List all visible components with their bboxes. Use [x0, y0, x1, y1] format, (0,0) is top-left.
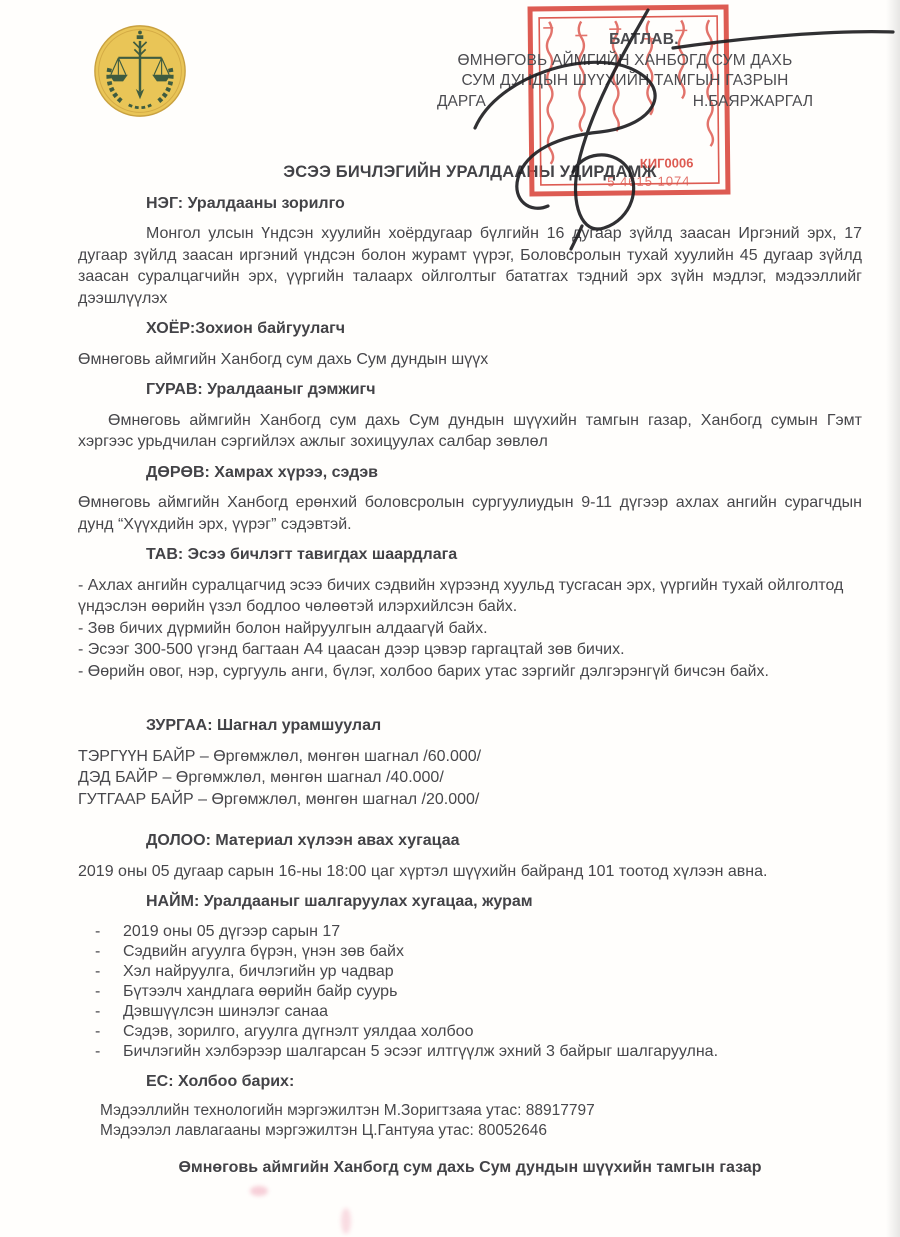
- section-heading: ГУРАВ: Уралдааныг дэмжигч: [146, 381, 376, 398]
- text-line: Мэдээлэл лавлагааны мэргэжилтэн Ц.Гантуяа утас: 80052646: [100, 1121, 548, 1139]
- dash-bullet: -: [95, 1002, 101, 1020]
- section-heading: ТАВ: Эсээ бичлэгт тавигдах шаардлага: [146, 546, 458, 563]
- document-body: [78, 162, 862, 1179]
- list-item: [78, 922, 862, 942]
- list-item-text: Хэл найруулга, бичлэгийн ур чадвар: [123, 962, 394, 980]
- section-heading: ЕС: Холбоо барих:: [146, 1072, 295, 1090]
- approval-org-line2: СУМ ДУНДЫН ШҮҮХИЙН ТАМГЫН ГАЗРЫН: [461, 72, 789, 89]
- document-section: [78, 891, 862, 1062]
- signature-icon: [430, 0, 900, 252]
- text-line: ДЭД БАЙР – Өргөмжлөл, мөнгөн шагнал /40.000/: [78, 769, 444, 786]
- dash-bullet: -: [95, 962, 101, 980]
- list-item: [78, 942, 862, 962]
- paragraph: Өмнөговь аймгийн Ханбогд сум дахь Сум дундын шүүх: [78, 350, 489, 368]
- list-item: [78, 982, 862, 1002]
- document-section: [78, 379, 862, 453]
- document-section: [78, 318, 862, 370]
- list-item: [78, 1002, 862, 1022]
- text-line: - Эсээг 300-500 үгэнд багтаан А4 цаасан дээр цэвэр гаргацтай зөв бичих.: [78, 641, 625, 658]
- text-line: ТЭРГҮҮН БАЙР – Өргөмжлөл, мөнгөн шагнал /60.000/: [78, 747, 482, 765]
- text-line: ГУТГААР БАЙР – Өргөмжлөл, мөнгөн шагнал /20.000/: [78, 790, 480, 808]
- stamp-number-text: 5 4615 1074: [607, 173, 691, 190]
- stamp-code-text: КИГ0006: [639, 155, 694, 171]
- scales-of-justice-icon: [92, 24, 188, 118]
- list-item-text: 2019 оны 05 дүгээр сарын 17: [123, 922, 341, 940]
- approval-label: БАТЛАВ.: [609, 31, 679, 48]
- approval-org-line1: ӨМНӨГОВЬ АЙМГИЙН ХАНБОГД СУМ ДАХЬ: [457, 51, 793, 69]
- document-section: [78, 462, 862, 536]
- list-item-text: Бүтээлч хандлага өөрийн байр суурь: [123, 982, 398, 1000]
- court-emblem-logo: [92, 24, 188, 118]
- paragraph: 2019 оны 05 дугаар сарын 16-ны 18:00 цаг хүртэл шүүхийн байранд 101 тоотод хүлээн авна.: [78, 862, 768, 880]
- document-section: [78, 830, 862, 882]
- section-heading: ЗУРГАА: Шагнал урамшуулал: [146, 717, 382, 734]
- list-item: [78, 1042, 862, 1062]
- list-item-text: Дэвшүүлсэн шинэлэг санаа: [123, 1002, 329, 1020]
- section-heading: НАЙМ: Уралдааныг шалгаруулах хугацаа, журам: [146, 893, 533, 910]
- section-heading: ДӨРӨВ: Хамрах хүрээ, сэдэв: [146, 463, 378, 481]
- paragraph: Өмнөговь аймгийн Ханбогд ерөнхий боловсролын сургуулиудын 9-11 дүгээр ахлах ангийн сурагчдын дунд “Хүүхдийн эрх, үүрэг” сэдэвтэй.: [78, 494, 862, 533]
- dash-bullet: -: [95, 982, 101, 1000]
- list-item: [78, 1022, 862, 1042]
- paragraph: Монгол улсын Үндсэн хуулийн хоёрдугаар бүлгийн 16 дугаар зүйлд заасан Иргэний эрх, 17 дугаар зүйлд заасан иргэний үндсэн болон журамт үүрэг, Боловсролын тухай хуулийн 45 дугаар зүйлд заасан суралцагчийн эрх, үүргийн талаарх ойлголтыг бататгах тэдний эрх зүйн мэдлэг, мэдээллийг дээшлүүлэх: [78, 225, 862, 307]
- document-section: [78, 715, 862, 810]
- section-heading: ХОЁР:Зохион байгуулагч: [146, 320, 346, 337]
- document-section: [78, 1071, 862, 1141]
- section-heading: ДОЛОО: Материал хүлээн авах хугацаа: [146, 832, 460, 849]
- list-item-text: Бичлэгийн хэлбэрээр шалгарсан 5 эсээг илтгүүлж эхний 3 байрыг шалгаруулна.: [123, 1042, 719, 1060]
- dash-bullet: -: [95, 1022, 101, 1040]
- list-item-text: Сэдэв, зорилго, агуулга дүгнэлт уялдаа холбоо: [123, 1022, 474, 1040]
- document-title: ЭСЭЭ БИЧЛЭГИЙН УРАЛДААНЫ УДИРДАМЖ: [283, 163, 657, 181]
- paragraph: Өмнөговь аймгийн Ханбогд сум дахь Сум дундын шүүхийн тамгын газар, Ханбогд сумын Гэмт хэргээс урьдчилан сэргийлэх ажлыг зохицуулах салбар зөвлөл: [78, 411, 862, 450]
- dash-bullet: -: [95, 922, 101, 940]
- dash-bullet: -: [95, 1042, 101, 1060]
- text-line: - Ахлах ангийн суралцагчид эсээ бичих сэдвийн хүрээнд хуульд тусгасан эрх, үүргийн тухай ойлголтод үндэслэн өөрийн үзэл бодлоо чөлөөтэй илэрхийлсэн байх.: [78, 576, 844, 615]
- document-footer: Өмнөговь аймгийн Ханбогд сум дахь Сум дундын шүүхийн тамгын газар: [178, 1159, 762, 1176]
- text-line: Мэдээллийн технологийн мэргэжилтэн М.Зоригтзаяа утас: 88917797: [100, 1102, 595, 1119]
- list-item-text: Сэдвийн агуулга бүрэн, үнэн зөв байх: [123, 942, 404, 960]
- text-line: - Зөв бичих дүрмийн болон найруулгын алдаагүй байх.: [78, 619, 488, 637]
- document-sections: [78, 193, 862, 1141]
- section-heading: НЭГ: Уралдааны зорилго: [146, 194, 345, 212]
- dash-bullet: -: [95, 942, 101, 960]
- handwritten-signature: [430, 0, 900, 252]
- approval-position: ДАРГА: [437, 92, 486, 110]
- ink-smudge: [341, 1208, 351, 1234]
- text-line: - Өөрийн овог, нэр, сургууль анги, бүлэг, холбоо барих утас зэргийг дэлгэрэнгүй бичсэн байх.: [78, 662, 769, 680]
- list-item: [78, 962, 862, 982]
- approval-signer-name: Н.БАЯРЖАРГАЛ: [692, 92, 813, 110]
- ink-smudge: [250, 1186, 268, 1196]
- document-section: [78, 544, 862, 682]
